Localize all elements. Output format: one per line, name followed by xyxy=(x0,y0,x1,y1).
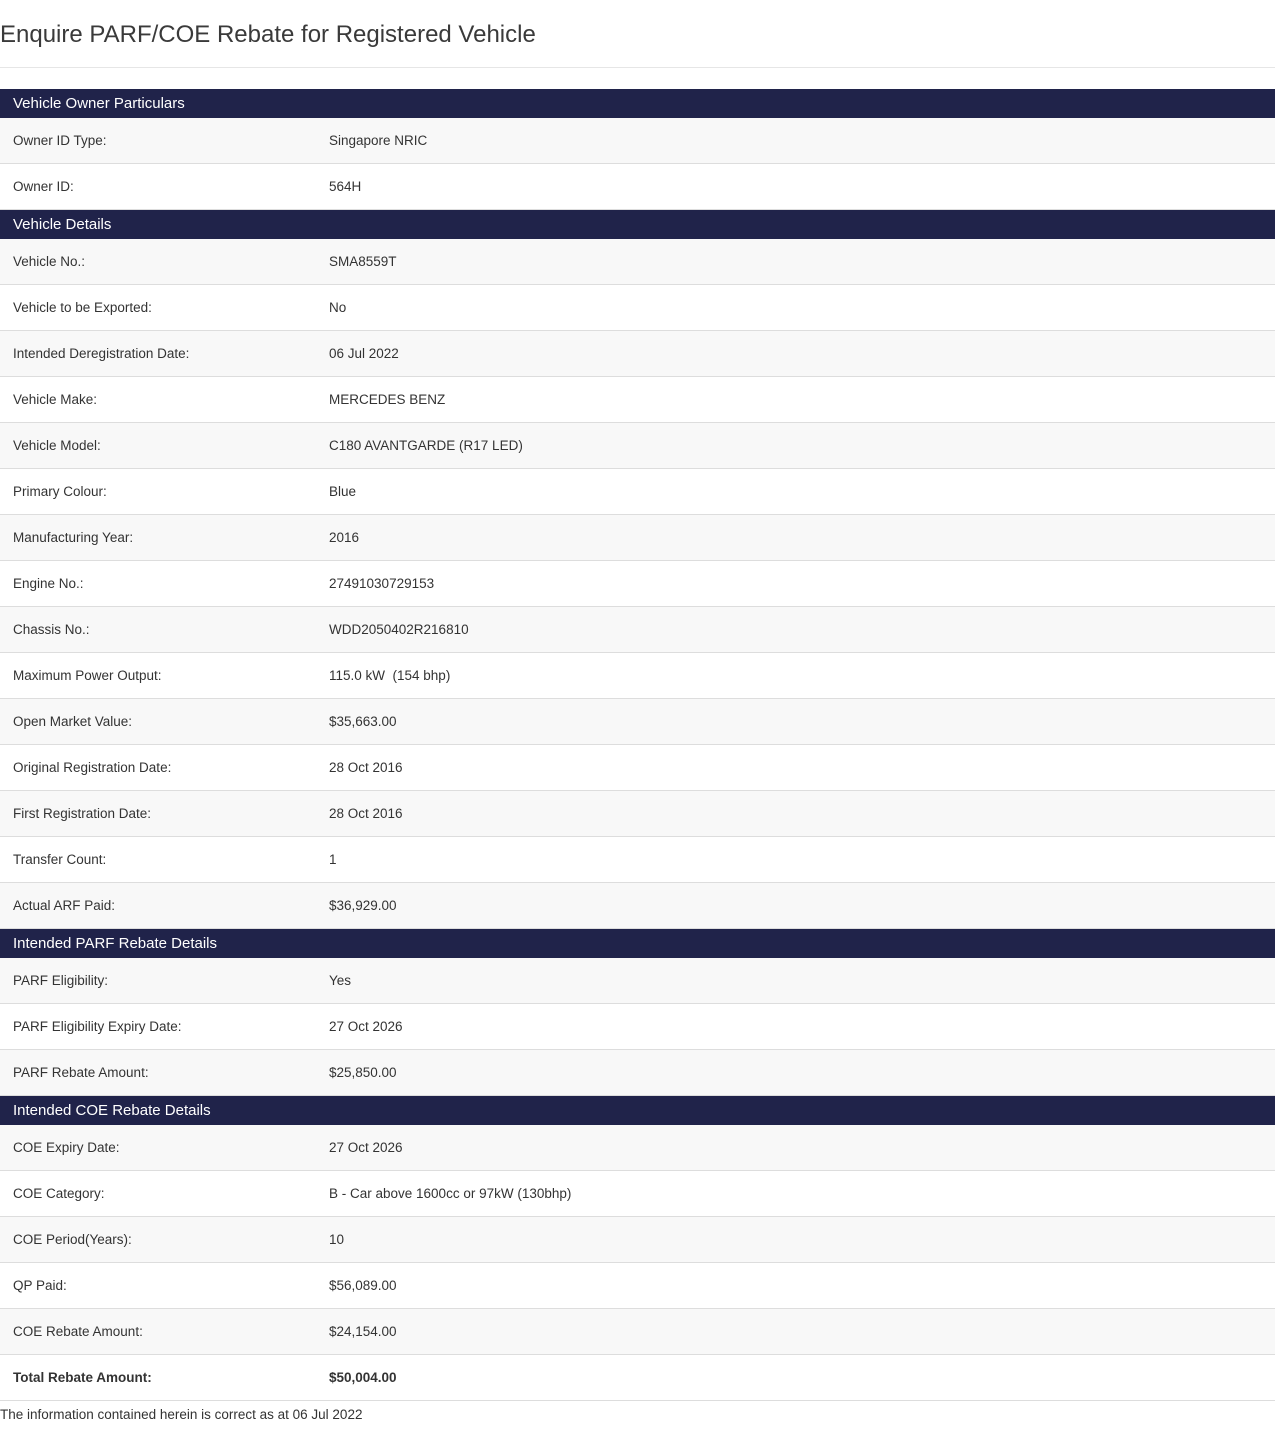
page-title: Enquire PARF/COE Rebate for Registered Vehicle xyxy=(0,21,536,48)
parf-eligibility-expiry-date-value: 27 Oct 2026 xyxy=(329,1019,403,1034)
row-actual-arf-paid xyxy=(0,883,1275,929)
row-primary-colour xyxy=(0,469,1275,515)
coe-expiry-date-label: COE Expiry Date: xyxy=(13,1140,120,1155)
row-vehicle-model xyxy=(0,423,1275,469)
row-coe-period-years xyxy=(0,1217,1275,1263)
rebate-details-sheet xyxy=(0,89,1275,1401)
row-transfer-count xyxy=(0,837,1275,883)
original-registration-date-value: 28 Oct 2016 xyxy=(329,760,403,775)
first-registration-date-label: First Registration Date: xyxy=(13,806,152,821)
qp-paid-label: QP Paid: xyxy=(13,1278,67,1293)
parf-eligibility-value: Yes xyxy=(329,973,352,988)
parf-rebate-amount-label: PARF Rebate Amount: xyxy=(13,1065,149,1080)
vehicle-model-label: Vehicle Model: xyxy=(13,438,101,453)
title-divider xyxy=(0,67,1275,68)
row-owner-id xyxy=(0,164,1275,210)
coe-expiry-date-value: 27 Oct 2026 xyxy=(329,1140,403,1155)
parf-eligibility-expiry-date-label: PARF Eligibility Expiry Date: xyxy=(13,1019,182,1034)
vehicle-no-label: Vehicle No.: xyxy=(13,254,86,269)
primary-colour-value: Blue xyxy=(329,484,357,499)
primary-colour-label: Primary Colour: xyxy=(13,484,107,499)
engine-no-value: 27491030729153 xyxy=(329,576,435,591)
manufacturing-year-value: 2016 xyxy=(329,530,360,545)
row-intended-deregistration-date xyxy=(0,331,1275,377)
section-header-vehicle-details: Vehicle Details xyxy=(0,210,1275,239)
row-parf-rebate-amount xyxy=(0,1050,1275,1096)
information-correctness-note: The information contained herein is correct as at 06 Jul 2022 xyxy=(0,1407,363,1422)
actual-arf-paid-value: $36,929.00 xyxy=(329,898,397,913)
row-coe-category xyxy=(0,1171,1275,1217)
chassis-no-value: WDD2050402R216810 xyxy=(329,622,469,637)
coe-category-value: B - Car above 1600cc or 97kW (130bhp) xyxy=(329,1186,572,1201)
chassis-no-label: Chassis No.: xyxy=(13,622,90,637)
row-manufacturing-year xyxy=(0,515,1275,561)
row-vehicle-make xyxy=(0,377,1275,423)
row-first-registration-date xyxy=(0,791,1275,837)
maximum-power-output-label: Maximum Power Output: xyxy=(13,668,162,683)
vehicle-model-value: C180 AVANTGARDE (R17 LED) xyxy=(329,438,523,453)
row-parf-eligibility xyxy=(0,958,1275,1004)
row-engine-no xyxy=(0,561,1275,607)
vehicle-make-value: MERCEDES BENZ xyxy=(329,392,446,407)
section-header-parf-rebate-details: Intended PARF Rebate Details xyxy=(0,929,1275,958)
maximum-power-output-value: 115.0 kW (154 bhp) xyxy=(329,668,451,683)
row-vehicle-no xyxy=(0,239,1275,285)
engine-no-label: Engine No.: xyxy=(13,576,84,591)
coe-period-years-value: 10 xyxy=(329,1232,345,1247)
total-rebate-amount-value: $50,004.00 xyxy=(329,1370,397,1385)
first-registration-date-value: 28 Oct 2016 xyxy=(329,806,403,821)
parf-rebate-amount-value: $25,850.00 xyxy=(329,1065,397,1080)
coe-category-label: COE Category: xyxy=(13,1186,105,1201)
owner-id-type-label: Owner ID Type: xyxy=(13,133,107,148)
qp-paid-value: $56,089.00 xyxy=(329,1278,397,1293)
section-header-coe-rebate-details: Intended COE Rebate Details xyxy=(0,1096,1275,1125)
intended-deregistration-date-label: Intended Deregistration Date: xyxy=(13,346,190,361)
vehicle-make-label: Vehicle Make: xyxy=(13,392,98,407)
row-open-market-value xyxy=(0,699,1275,745)
vehicle-to-be-exported-value: No xyxy=(329,300,347,315)
coe-period-years-label: COE Period(Years): xyxy=(13,1232,132,1247)
transfer-count-label: Transfer Count: xyxy=(13,852,107,867)
vehicle-to-be-exported-label: Vehicle to be Exported: xyxy=(13,300,152,315)
row-total-rebate-amount xyxy=(0,1355,1275,1401)
row-original-registration-date xyxy=(0,745,1275,791)
parf-eligibility-label: PARF Eligibility: xyxy=(13,973,109,988)
vehicle-no-value: SMA8559T xyxy=(329,254,397,269)
row-owner-id-type xyxy=(0,118,1275,164)
total-rebate-amount-label: Total Rebate Amount: xyxy=(13,1370,152,1385)
owner-id-value: 564H xyxy=(329,179,362,194)
coe-rebate-amount-value: $24,154.00 xyxy=(329,1324,397,1339)
section-header-owner-particulars: Vehicle Owner Particulars xyxy=(0,89,1275,118)
manufacturing-year-label: Manufacturing Year: xyxy=(13,530,134,545)
row-qp-paid xyxy=(0,1263,1275,1309)
original-registration-date-label: Original Registration Date: xyxy=(13,760,172,775)
row-parf-eligibility-expiry-date xyxy=(0,1004,1275,1050)
actual-arf-paid-label: Actual ARF Paid: xyxy=(13,898,116,913)
row-coe-rebate-amount xyxy=(0,1309,1275,1355)
row-coe-expiry-date xyxy=(0,1125,1275,1171)
transfer-count-value: 1 xyxy=(329,852,337,867)
row-vehicle-to-be-exported xyxy=(0,285,1275,331)
open-market-value-label: Open Market Value: xyxy=(13,714,133,729)
open-market-value-value: $35,663.00 xyxy=(329,714,397,729)
intended-deregistration-date-value: 06 Jul 2022 xyxy=(329,346,399,361)
coe-rebate-amount-label: COE Rebate Amount: xyxy=(13,1324,143,1339)
owner-id-type-value: Singapore NRIC xyxy=(329,133,428,148)
row-maximum-power-output xyxy=(0,653,1275,699)
owner-id-label: Owner ID: xyxy=(13,179,74,194)
row-chassis-no xyxy=(0,607,1275,653)
